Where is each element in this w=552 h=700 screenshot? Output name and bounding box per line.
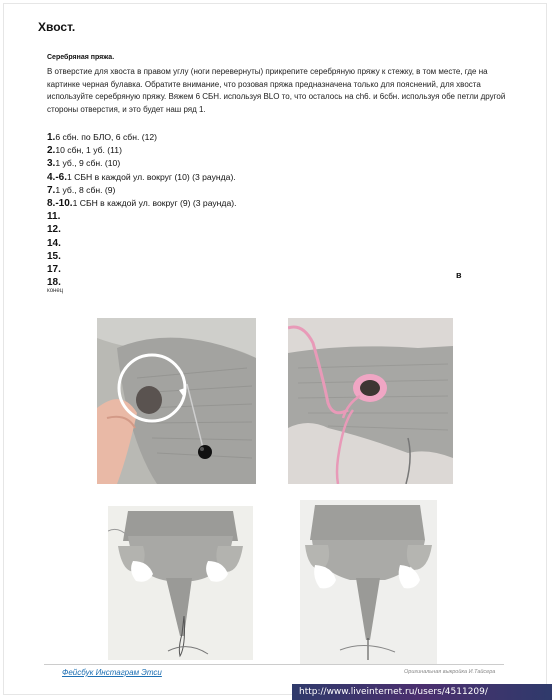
photo-mouse-finished-tail — [300, 500, 437, 664]
round-number: 4.-6. — [47, 171, 68, 183]
yarn-subtitle: Серебряная пряжа. — [47, 54, 115, 61]
round-number: 2. — [47, 145, 56, 157]
photo-tail-hole-pin — [97, 318, 256, 484]
round-row — [47, 210, 517, 223]
round-row — [47, 223, 517, 236]
round-number: 18. — [47, 277, 61, 289]
watermark-url[interactable]: http://www.liveinternet.ru/users/4511209/ — [299, 687, 488, 697]
pattern-credit: Оригинальная выкройка И.Тайсера — [404, 669, 496, 675]
round-text: 1 СБН в каждой ул. вокруг (10) (3 раунда). — [67, 171, 236, 182]
round-number: 7. — [47, 184, 56, 196]
intro-paragraph: В отверстие для хвоста в правом углу (ноги перевернуты) прикрепите серебряную пряжу к стежку, в том месте, где на картинке черная булавка. Обратите внимание, что розовая пряжа предназначена только для пояснений, для хвоста используйте серебряную пряжу. Вяжем 6 СБН. используя BLO то, что осталось на ch6. и 6сбн. используя обе петли другой стороны отверстия, и это будет наш ряд 1. — [47, 67, 506, 114]
round-text: 6 сбн. по БЛО, 6 сбн. (12) — [55, 132, 158, 142]
round-text: 1 СБН в каждой ул. вокруг (9) (3 раунда). — [72, 198, 237, 209]
photo-pink-yarn-loop — [288, 318, 453, 484]
round-list — [47, 131, 517, 289]
round-row — [47, 250, 517, 263]
round-row — [47, 144, 517, 157]
round-row — [47, 237, 517, 250]
social-links[interactable]: Фейсбук Инстаграм Этси — [62, 668, 162, 677]
round-row — [47, 197, 517, 210]
round-text: 10 сбн, 1 уб. (11) — [55, 145, 122, 156]
round-number: 12. — [47, 224, 61, 236]
round-number: 17. — [47, 264, 61, 276]
footer-divider — [44, 664, 504, 665]
photo-mouse-back-tail — [108, 506, 253, 660]
round-row — [47, 184, 517, 197]
round-number: 14. — [47, 237, 61, 249]
round-number: 1. — [47, 132, 56, 143]
end-word: конец — [47, 288, 64, 294]
round-text: 1 уб., 9 сбн. (10) — [55, 158, 121, 169]
round-row — [47, 171, 517, 184]
round-row — [47, 263, 517, 276]
round-number: 11. — [47, 211, 61, 223]
round-row — [47, 131, 517, 144]
round-row — [47, 276, 517, 289]
round-number: 15. — [47, 250, 61, 262]
round-row — [47, 157, 517, 170]
round-number: 3. — [47, 158, 56, 170]
round-trailing-letter: в — [456, 270, 462, 280]
round-text: 1 уб., 8 сбн. (9) — [55, 184, 116, 195]
round-number: 8.-10. — [47, 198, 73, 210]
section-title: Хвост. — [38, 20, 76, 34]
